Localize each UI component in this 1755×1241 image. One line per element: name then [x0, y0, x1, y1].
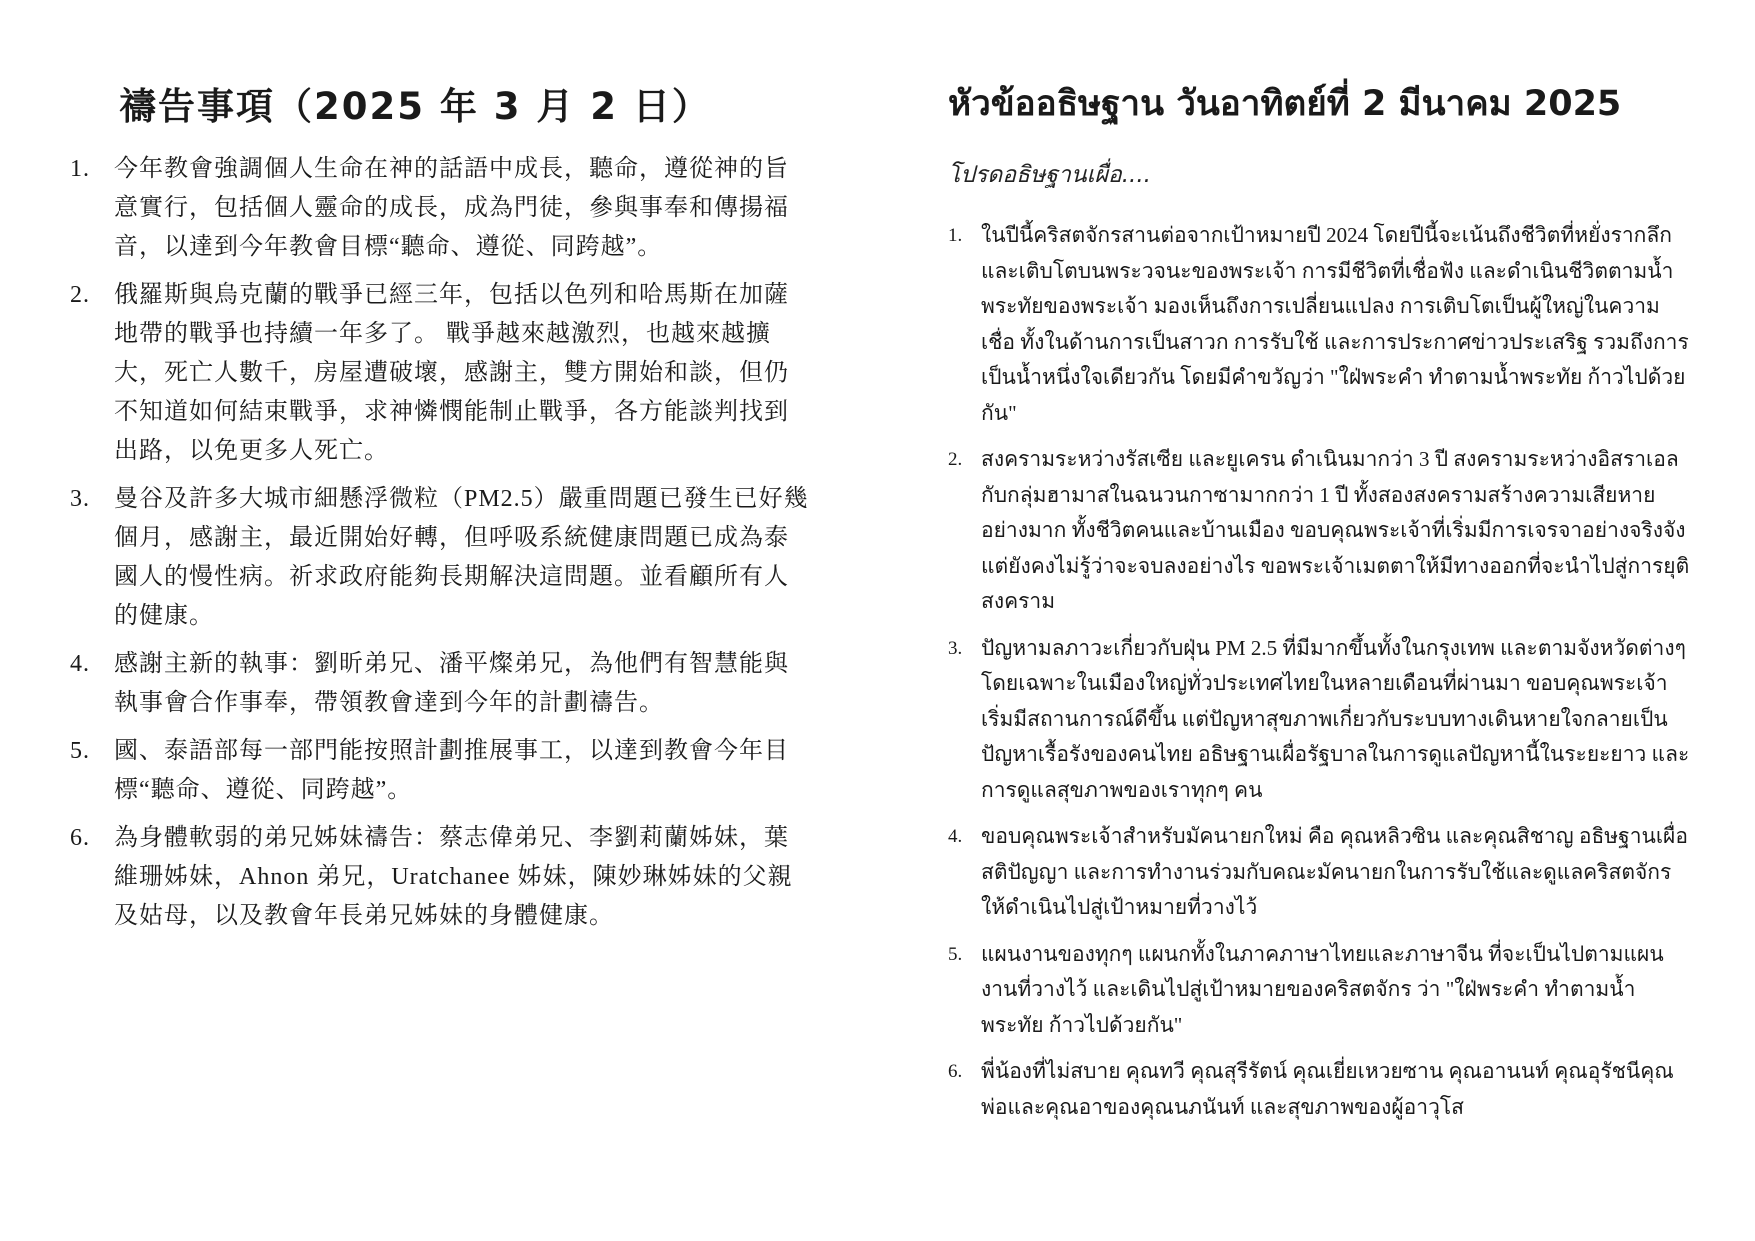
list-item	[70, 819, 810, 936]
item-text: ขอบคุณพระเจ้าสำหรับมัคนายกใหม่ คือ คุณหลิวซิน และคุณสิชาญ อธิษฐานเผื่อสติปัญญา และการทำงานร่วมกับคณะมัคนายกในการรับใช้และดูแลคริสตจักรให้ดำเนินไปสู่เป้าหมายที่วางไว้	[981, 824, 1688, 919]
list-item	[70, 732, 810, 810]
item-text: ในปีนี้คริสตจักรสานต่อจากเป้าหมายปี 2024 โดยปีนี้จะเน้นถึงชีวิตที่หยั่งรากลึก และเติบโตบนพระวจนะของพระเจ้า การมีชีวิตที่เชื่อฟัง และดำเนินชีวิตตามน้ำพระทัยของพระเจ้า มองเห็นถึงการเปลี่ยนแปลง การเติบโตเป็นผู้ใหญ่ในความเชื่อ ทั้งในด้านการเป็นสาวก การรับใช้ และการประกาศข่าวประเสริฐ รวมถึงการเป็นน้ำหนึ่งใจเดียวกัน โดยมีคำขวัญว่า "ใฝ่พระคำ ทำตามน้ำพระทัย ก้าวไปด้วยกัน"	[981, 223, 1689, 425]
list-item	[948, 1054, 1693, 1125]
list-item	[70, 150, 810, 267]
list-item	[948, 218, 1693, 431]
item-text: 今年教會強調個人生命在神的話語中成長，聽命，遵從神的旨意實行，包括個人靈命的成長，成為門徒，參與事奉和傳揚福音，以達到今年教會目標“聽命、遵從、同跨越”。	[114, 156, 789, 260]
thai-title: หัวข้ออธิษฐาน วันอาทิตย์ที่ 2 มีนาคม 2025	[948, 84, 1622, 124]
item-number: 5.	[948, 943, 963, 965]
item-number: 3.	[70, 486, 90, 512]
item-number: 6.	[948, 1061, 963, 1082]
item-text: สงครามระหว่างรัสเซีย และยูเครน ดำเนินมากว่า 3 ปี สงครามระหว่างอิสราเอลกับกลุ่มฮามาสในฉนวนกาซามากกว่า 1 ปี ทั้งสองสงครามสร้างความเสียหายอย่างมาก ทั้งชีวิตคนและบ้านเมือง ขอบคุณพระเจ้าที่เริ่มมีการเจรจาอย่างจริงจัง แต่ยังคงไม่รู้ว่าจะจบลงอย่างไร ขอพระเจ้าเมตตาให้มีทางออกที่จะนำไปสู่การยุติสงคราม	[981, 447, 1690, 613]
item-number: 2.	[70, 282, 90, 308]
list-item	[70, 480, 810, 636]
item-number: 1.	[948, 225, 963, 246]
list-item	[948, 442, 1693, 620]
item-number: 2.	[948, 449, 963, 470]
thai-prayer-list	[948, 218, 1693, 1136]
chinese-prayer-list	[70, 150, 810, 945]
item-text: 曼谷及許多大城市細懸浮微粒（PM2.5）嚴重問題已發生已好幾個月，感謝主，最近開始好轉，但呼吸系統健康問題已成為泰國人的慢性病。祈求政府能夠長期解決這問題。並看顧所有人的健康。	[114, 486, 809, 629]
item-number: 4.	[70, 651, 90, 677]
item-text: 感謝主新的執事：劉昕弟兄、潘平燦弟兄，為他們有智慧能與執事會合作事奉，帶領教會達到今年的計劃禱告。	[114, 651, 789, 716]
list-item	[948, 819, 1693, 926]
item-text: 為身體軟弱的弟兄姊妹禱告：蔡志偉弟兄、李劉莉蘭姊妹，葉維珊姊妹，Ahnon 弟兄，Uratchanee 姊妹，陳妙琳姊妹的父親及姑母，以及教會年長弟兄姊妹的身體健康。	[114, 825, 793, 929]
item-text: 國、泰語部每一部門能按照計劃推展事工，以達到教會今年目標“聽命、遵從、同跨越”。	[114, 738, 789, 803]
item-number: 1.	[70, 156, 90, 182]
item-text: แผนงานของทุกๆ แผนกทั้งในภาคภาษาไทยและภาษาจีน ที่จะเป็นไปตามแผนงานที่วางไว้ และเดินไปสู่เป้าหมายของคริสตจักร ว่า "ใฝ่พระคำ ทำตามน้ำพระทัย ก้าวไปด้วยกัน"	[981, 941, 1664, 1037]
list-item	[948, 631, 1693, 809]
item-text: พี่น้องที่ไม่สบาย คุณทวี คุณสุรีรัตน์ คุณเยี่ยเหวยซาน คุณอานนท์ คุณอุรัชนีคุณพ่อและคุณอาของคุณนภนันท์ และสุขภาพของผู้อาวุโส	[981, 1059, 1674, 1119]
item-number: 3.	[948, 637, 963, 659]
list-item	[948, 937, 1693, 1044]
item-text: ปัญหามลภาวะเกี่ยวกับฝุ่น PM 2.5 ที่มีมากขึ้นทั้งในกรุงเทพ และตามจังหวัดต่างๆ โดยเฉพาะในเมืองใหญ่ทั่วประเทศไทยในหลายเดือนที่ผ่านมา ขอบคุณพระเจ้าเริ่มมีสถานการณ์ดีขึ้น แต่ปัญหาสุขภาพเกี่ยวกับระบบทางเดินหายใจกลายเป็นปัญหาเรื้อรังของคนไทย อธิษฐานเผื่อรัฐบาลในการดูแลปัญหานี้ในระยะยาว และการดูแลสุขภาพของเราทุกๆ คน	[981, 635, 1690, 802]
item-text: 俄羅斯與烏克蘭的戰爭已經三年，包括以色列和哈馬斯在加薩地帶的戰爭也持續一年多了。 戰爭越來越激烈，也越來越擴大，死亡人數千，房屋遭破壞，感謝主，雙方開始和談，但仍不知道如何結束戰爭，求神憐憫能制止戰爭，各方能談判找到出路，以免更多人死亡。	[114, 282, 789, 464]
item-number: 4.	[948, 826, 963, 847]
item-number: 5.	[70, 738, 90, 764]
chinese-title: 禱告事項（2025 年 3 月 2 日）	[119, 85, 711, 128]
item-number: 6.	[70, 825, 90, 851]
list-item	[70, 276, 810, 471]
list-item	[70, 645, 810, 723]
thai-subtitle: โปรดอธิษฐานเผื่อ....	[948, 162, 1151, 188]
